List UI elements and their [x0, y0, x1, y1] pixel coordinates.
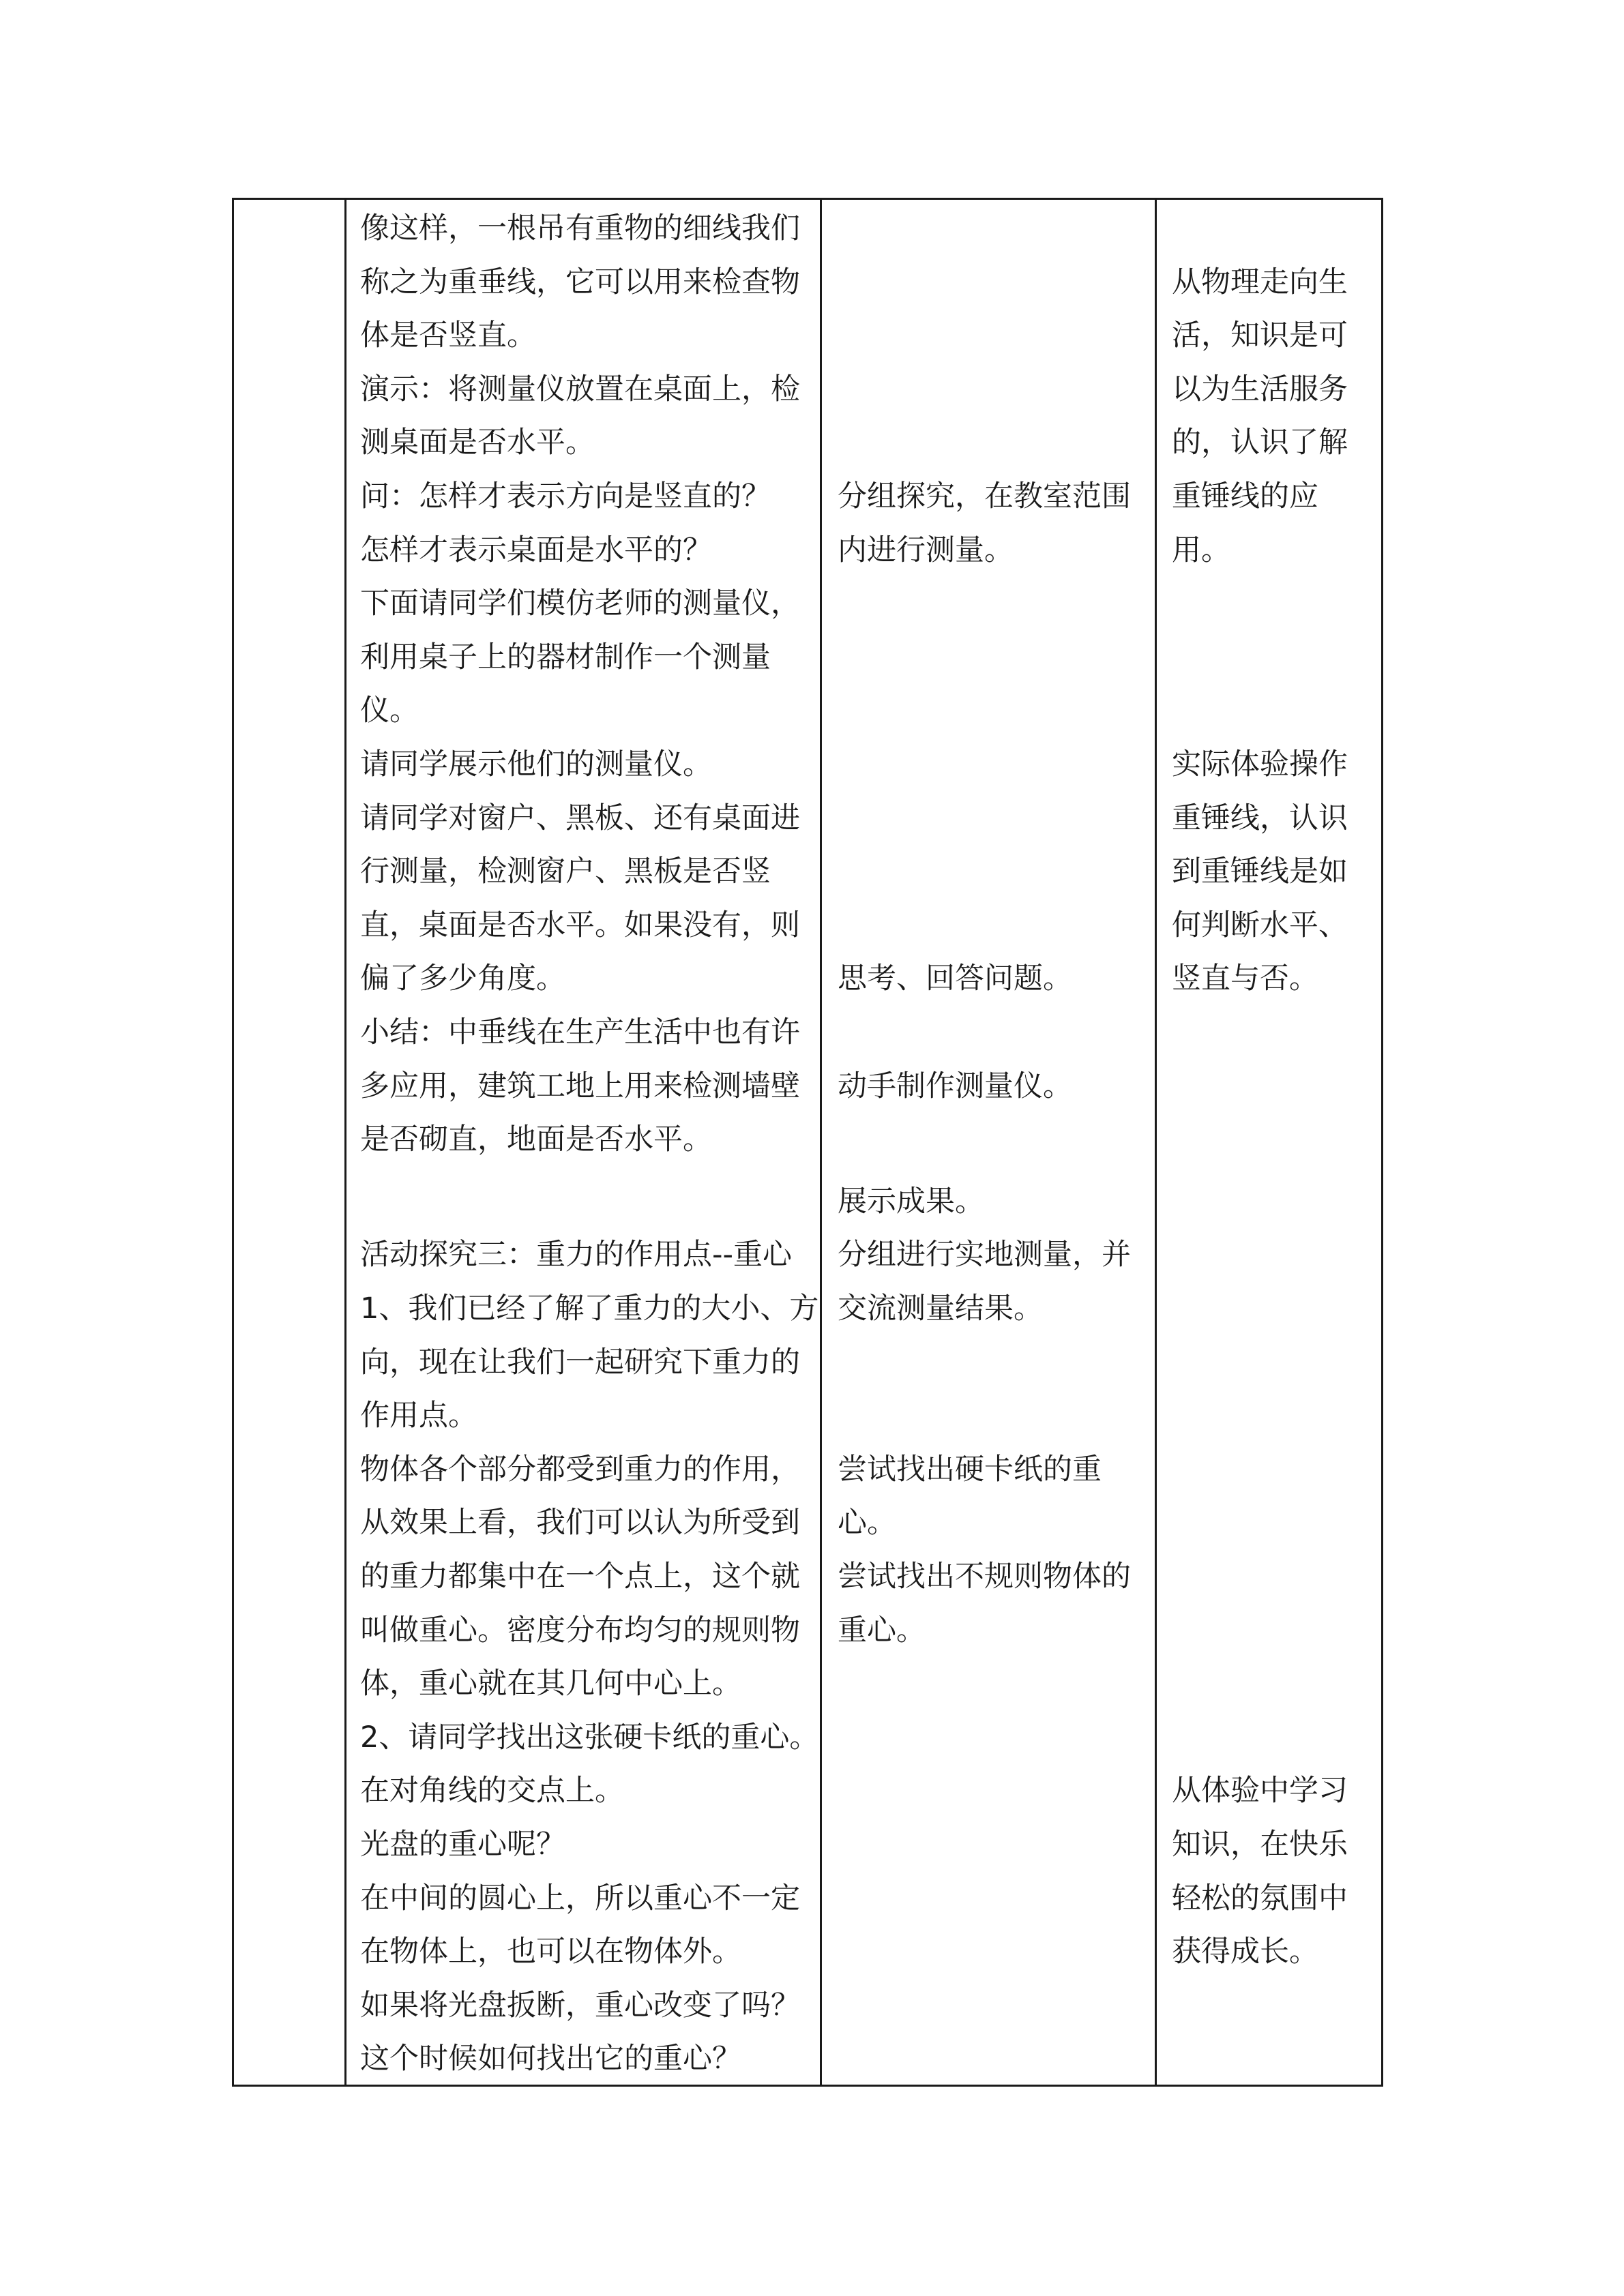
intent-line: 的，认识了解: [1172, 426, 1348, 460]
teaching-line: 利用桌子上的器材制作一个测量: [360, 640, 771, 674]
teaching-line: 在物体上，也可以在物体外。: [360, 1935, 741, 1969]
teaching-line: 测桌面是否水平。: [360, 426, 595, 460]
teaching-line: 向，现在让我们一起研究下重力的: [360, 1345, 800, 1380]
teaching-line: 下面请同学们模仿老师的测量仪，: [360, 586, 800, 621]
teaching-activity-cell: [360, 198, 817, 2087]
teaching-line: 叫做重心。密度分布均匀的规则物: [360, 1613, 800, 1648]
teaching-line: 仪。: [360, 694, 419, 728]
teaching-line: 从效果上看，我们可以认为所受到: [360, 1506, 800, 1540]
intent-line: 重锤线的应: [1172, 479, 1318, 513]
student-line: 尝试找出不规则物体的: [838, 1560, 1131, 1594]
intent-line: 竖直与否。: [1172, 961, 1318, 996]
teaching-line: 偏了多少角度。: [360, 961, 565, 996]
teaching-line: 像这样，一根吊有重物的细线我们: [360, 211, 800, 245]
intent-line: 轻松的氛围中: [1172, 1881, 1348, 1915]
student-line: 重心。: [838, 1613, 926, 1648]
teaching-line: 如果将光盘扳断，重心改变了吗？: [360, 1988, 800, 2023]
teaching-line: 作用点。: [360, 1399, 477, 1433]
teaching-line: 请同学展示他们的测量仪。: [360, 747, 712, 781]
teaching-line: 1、我们已经了解了重力的大小、方: [360, 1292, 819, 1326]
teaching-line: 体，重心就在其几何中心上。: [360, 1667, 741, 1701]
teaching-line: 的重力都集中在一个点上，这个就: [360, 1560, 800, 1594]
teaching-line: 在对角线的交点上。: [360, 1774, 624, 1808]
teaching-line: 问：怎样才表示方向是竖直的？: [360, 479, 771, 513]
student-line: 展示成果。: [838, 1184, 984, 1219]
design-intent-cell: [1172, 198, 1380, 2087]
teaching-line: 活动探究三：重力的作用点--重心: [360, 1238, 793, 1272]
student-activity-cell: [838, 198, 1151, 2087]
intent-line: 到重锤线是如: [1172, 854, 1348, 889]
teaching-line: 2、请同学找出这张硬卡纸的重心。: [360, 1720, 819, 1755]
student-line: 交流测量结果。: [838, 1292, 1043, 1326]
intent-line: 从物理走向生: [1172, 265, 1348, 299]
teaching-line: 这个时候如何找出它的重心？: [360, 2042, 741, 2076]
intent-line: 从体验中学习: [1172, 1774, 1348, 1808]
teaching-line: 体是否竖直。: [360, 318, 536, 353]
teaching-line: 行测量，检测窗户、黑板是否竖: [360, 854, 771, 889]
column-divider: [1155, 198, 1157, 2087]
student-line: 心。: [838, 1506, 896, 1540]
teaching-line: 是否砌直，地面是否水平。: [360, 1122, 712, 1157]
teaching-line: 称之为重垂线，它可以用来检查物: [360, 265, 800, 299]
student-line: 分组探究，在教室范围: [838, 479, 1131, 513]
intent-line: 活，知识是可: [1172, 318, 1348, 353]
intent-line: 以为生活服务: [1172, 372, 1348, 406]
teaching-line: 多应用，建筑工地上用来检测墙壁: [360, 1069, 800, 1103]
intent-line: 何判断水平、: [1172, 908, 1348, 942]
student-line: 分组进行实地测量，并: [838, 1238, 1131, 1272]
teaching-line: 物体各个部分都受到重力的作用，: [360, 1452, 800, 1487]
intent-line: 用。: [1172, 533, 1230, 567]
student-line: 尝试找出硬卡纸的重: [838, 1452, 1102, 1487]
teaching-line: 小结：中垂线在生产生活中也有许: [360, 1015, 800, 1049]
intent-line: 知识，在快乐: [1172, 1828, 1348, 1862]
student-line: 动手制作测量仪。: [838, 1069, 1072, 1103]
intent-line: 实际体验操作: [1172, 747, 1348, 781]
column-divider: [344, 198, 346, 2087]
teaching-line: 演示：将测量仪放置在桌面上，检: [360, 372, 800, 406]
intent-line: 获得成长。: [1172, 1935, 1318, 1969]
teaching-line: 在中间的圆心上，所以重心不一定: [360, 1881, 800, 1915]
student-line: 思考、回答问题。: [838, 961, 1072, 996]
teaching-line: 直，桌面是否水平。如果没有，则: [360, 908, 800, 942]
teaching-line: 光盘的重心呢？: [360, 1828, 565, 1862]
intent-line: 重锤线，认识: [1172, 801, 1348, 835]
teaching-line: 请同学对窗户、黑板、还有桌面进: [360, 801, 800, 835]
column-divider: [820, 198, 822, 2087]
teaching-line: 怎样才表示桌面是水平的？: [360, 533, 712, 567]
stage-cell: [234, 198, 344, 2087]
student-line: 内进行测量。: [838, 533, 1014, 567]
